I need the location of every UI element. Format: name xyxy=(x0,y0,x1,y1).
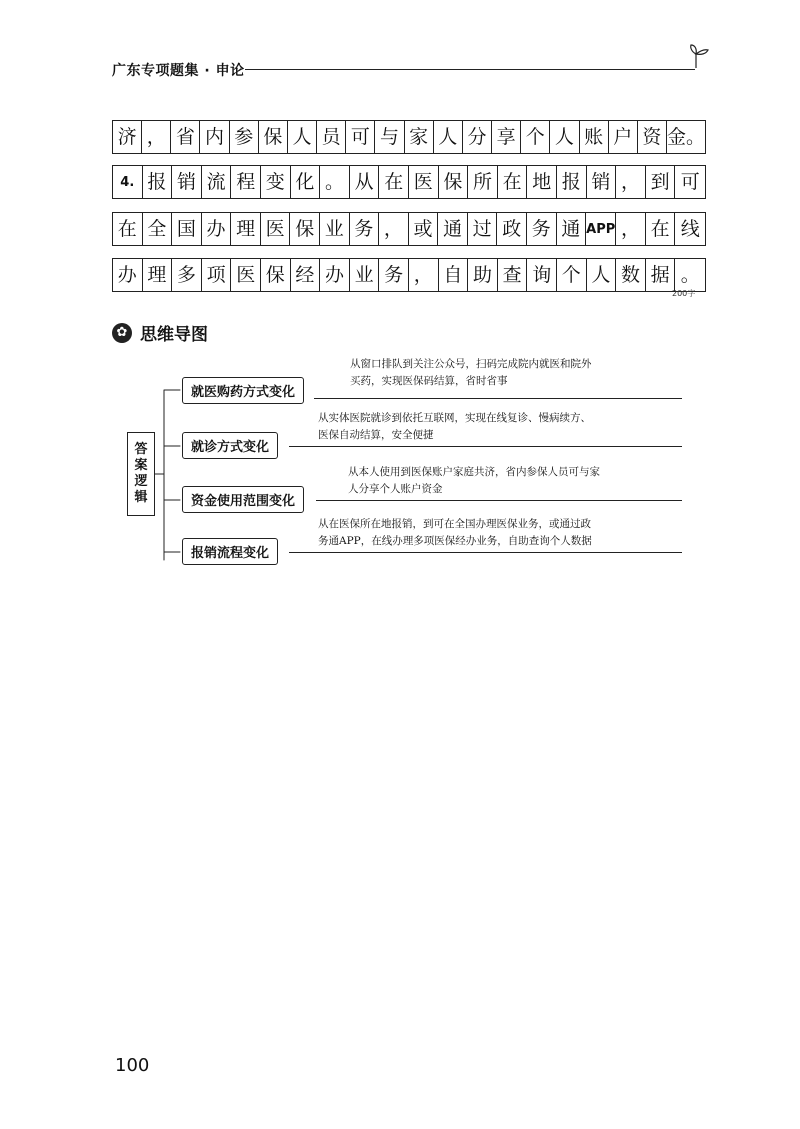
essay-cell: 到 xyxy=(646,166,676,198)
essay-cell: 人 xyxy=(550,121,579,153)
essay-cell: 通 xyxy=(557,213,587,245)
essay-cell: 理 xyxy=(231,213,261,245)
branch-4-line xyxy=(289,552,682,553)
essay-cell: 保 xyxy=(439,166,469,198)
essay-cell: 办 xyxy=(113,259,143,291)
page-number: 100 xyxy=(115,1055,150,1076)
essay-cell: 业 xyxy=(320,213,350,245)
essay-cell: 数 xyxy=(616,259,646,291)
essay-cell: 在 xyxy=(646,213,676,245)
essay-cell: 办 xyxy=(320,259,350,291)
branch-3-detail xyxy=(348,464,600,498)
essay-cell: 经 xyxy=(291,259,321,291)
essay-cell: 所 xyxy=(468,166,498,198)
essay-cell: 全 xyxy=(143,213,173,245)
branch-1-line xyxy=(314,398,682,399)
essay-cell: 保 xyxy=(261,259,291,291)
mindmap-branch-4: 报销流程变化 xyxy=(182,538,278,565)
essay-cell: 从 xyxy=(350,166,380,198)
sprout-icon xyxy=(688,40,718,70)
essay-cell: 务 xyxy=(527,213,557,245)
essay-cell: 地 xyxy=(527,166,557,198)
section-title-label: 思维导图 xyxy=(140,325,208,345)
essay-cell: 销 xyxy=(172,166,202,198)
essay-cell: 参 xyxy=(230,121,259,153)
root-char: 案 xyxy=(134,458,148,473)
essay-cell: 享 xyxy=(492,121,521,153)
essay-cell: ， xyxy=(616,166,646,198)
essay-cell: 办 xyxy=(202,213,232,245)
essay-cell: 线 xyxy=(680,217,700,240)
essay-row xyxy=(112,120,706,154)
essay-cell: APP xyxy=(586,213,616,245)
essay-cell: 程 xyxy=(231,166,261,198)
essay-cell: 在 xyxy=(379,166,409,198)
essay-cell: 查 xyxy=(498,259,528,291)
essay-cell: 可 xyxy=(346,121,375,153)
essay-cell: 项 xyxy=(202,259,232,291)
essay-cell: 在 xyxy=(498,166,528,198)
essay-cell: 报 xyxy=(143,166,173,198)
essay-cell: 人 xyxy=(587,259,617,291)
branch-2-line xyxy=(289,446,682,447)
essay-cell: 流 xyxy=(202,166,232,198)
essay-cell: 员 xyxy=(317,121,346,153)
essay-cell: 通 xyxy=(438,213,468,245)
essay-cell: ， xyxy=(142,121,171,153)
essay-row xyxy=(112,212,706,246)
essay-cell: ， xyxy=(379,213,409,245)
essay-cell: 保 xyxy=(290,213,320,245)
mindmap-branch-1: 就医购药方式变化 xyxy=(182,377,304,404)
essay-cell: 家 xyxy=(405,121,434,153)
detail-line: 买药，实现医保码结算，省时省事 xyxy=(350,375,508,387)
essay-cell: 理 xyxy=(143,259,173,291)
essay-cell: 据 xyxy=(646,259,676,291)
detail-line: 人分享个人账户资金 xyxy=(348,483,443,495)
header-divider xyxy=(245,69,695,70)
essay-cell: 个 xyxy=(521,121,550,153)
branch-1-detail xyxy=(350,356,592,390)
essay-cell: 资 xyxy=(638,121,667,153)
essay-cell: 或 xyxy=(409,213,439,245)
branch-2-detail xyxy=(318,410,591,444)
essay-cell: 4. xyxy=(113,166,143,198)
essay-row xyxy=(112,165,706,199)
essay-cell: 询 xyxy=(527,259,557,291)
branch-3-line xyxy=(316,500,682,501)
essay-row xyxy=(112,258,706,292)
detail-line: 从窗口排队到关注公众号，扫码完成院内就医和院外 xyxy=(350,358,592,370)
detail-line: 从实体医院就诊到依托互联网，实现在线复诊、慢病续方、 xyxy=(318,412,591,424)
essay-cell: 变 xyxy=(261,166,291,198)
essay-cell: 业 xyxy=(350,259,380,291)
root-char: 逻 xyxy=(134,474,148,489)
mindmap-root xyxy=(127,432,155,516)
essay-cell: 与 xyxy=(375,121,404,153)
essay-cell: 化 xyxy=(291,166,321,198)
essay-cell: 保 xyxy=(259,121,288,153)
essay-cell: 账 xyxy=(580,121,609,153)
essay-cell: 内 xyxy=(200,121,229,153)
essay-cell: 分 xyxy=(463,121,492,153)
essay-cell: 医 xyxy=(409,166,439,198)
essay-cell: ， xyxy=(409,259,439,291)
root-char: 答 xyxy=(134,442,148,457)
word-count-label: 200字 xyxy=(672,289,696,298)
running-header: 广东专项题集 · 申论 xyxy=(112,63,245,79)
essay-cell: 济 xyxy=(113,121,142,153)
mindmap-branch-2: 就诊方式变化 xyxy=(182,432,278,459)
essay-cell: 。 xyxy=(320,166,350,198)
essay-cell: 可 xyxy=(680,170,700,193)
rosette-icon: ✿ xyxy=(112,323,132,343)
detail-line: 从本人使用到医保账户家庭共济，省内参保人员可与家 xyxy=(348,466,600,478)
detail-line: 医保自动结算，安全便捷 xyxy=(318,429,434,441)
essay-cell: 金。 xyxy=(666,125,705,148)
essay-cell: 多 xyxy=(172,259,202,291)
root-char: 辑 xyxy=(134,490,148,505)
essay-cell: 在 xyxy=(113,213,143,245)
essay-cell: 自 xyxy=(439,259,469,291)
essay-cell: 人 xyxy=(288,121,317,153)
section-title xyxy=(112,320,208,345)
essay-cell: 医 xyxy=(231,259,261,291)
essay-cell: 政 xyxy=(497,213,527,245)
essay-cell: 过 xyxy=(468,213,498,245)
mindmap-branch-3: 资金使用范围变化 xyxy=(182,486,304,513)
essay-cell: 助 xyxy=(468,259,498,291)
essay-cell: 省 xyxy=(171,121,200,153)
essay-cell: 务 xyxy=(379,259,409,291)
essay-cell: 销 xyxy=(587,166,617,198)
essay-cell: 户 xyxy=(609,121,638,153)
detail-line: 务通APP，在线办理多项医保经办业务，自助查询个人数据 xyxy=(318,535,592,547)
essay-cell: 个 xyxy=(557,259,587,291)
essay-cell: ， xyxy=(616,213,646,245)
essay-cell: 医 xyxy=(261,213,291,245)
essay-cell: 务 xyxy=(350,213,380,245)
branch-4-detail xyxy=(318,516,592,550)
essay-cell: 。 xyxy=(680,263,700,286)
detail-line: 从在医保所在地报销，到可在全国办理医保业务，或通过政 xyxy=(318,518,591,530)
essay-cell: 报 xyxy=(557,166,587,198)
essay-cell: 人 xyxy=(434,121,463,153)
essay-cell: 国 xyxy=(172,213,202,245)
